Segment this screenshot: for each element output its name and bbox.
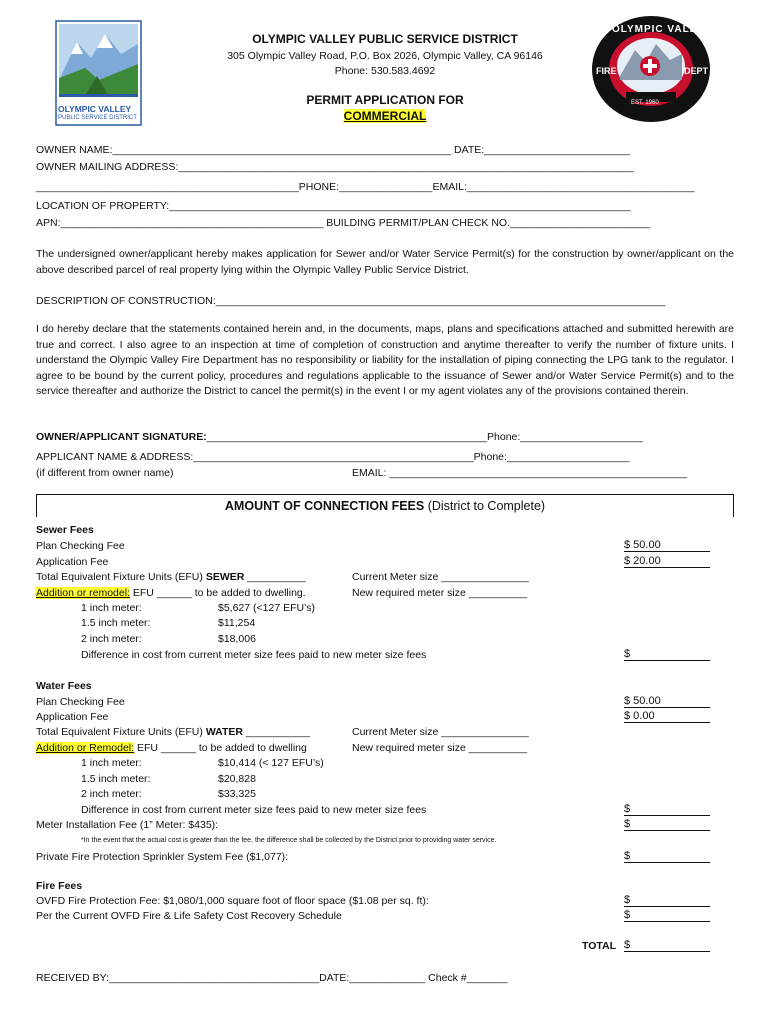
signature-line[interactable]: ________________________________________________Phone:_____________________ [206,431,643,443]
sewer-addition-label: Addition or remodel: [36,587,130,599]
total-label: TOTAL [582,940,617,952]
sewer-difference: Difference in cost from current meter size fees paid to new meter size fees [81,649,427,661]
sewer-difference-amount[interactable]: $ [624,648,710,661]
fire-heading: Fire Fees [36,880,83,892]
total-amount[interactable]: $ [624,939,710,952]
water-efu-blank[interactable]: ___________ [245,726,311,738]
fire-protection-amount[interactable]: $ [624,894,710,907]
apn-field[interactable]: APN:_____________________________________________ BUILDING PERMIT/PLAN CHECK NO.________________________ [36,217,651,229]
sewer-meter-15-label: 1.5 inch meter: [81,617,151,629]
water-difference: Difference in cost from current meter size fees paid to new meter size fees [81,804,427,816]
sewer-efu-blank[interactable]: __________ [247,571,306,583]
water-application: Application Fee [36,711,109,723]
form-subtitle-wrap [180,109,590,123]
water-meter-2-value: $33,325 [218,788,256,800]
water-addition-label: Addition or Remodel: [36,742,135,754]
meter-install-fee: Meter Installation Fee (1” Meter: $435): [36,819,219,831]
badge-left-text: FIRE [596,66,617,76]
logo-left-subname: PUBLIC SERVICE DISTRICT [58,115,137,121]
org-address: 305 Olympic Valley Road, P.O. Box 2026, Olympic Valley, CA 96146 [227,50,543,62]
sewer-meter-1-value: $5,627 (<127 EFU’s) [218,602,315,614]
water-new-meter[interactable]: New required meter size __________ [352,742,528,754]
sewer-efu-label: Total Equivalent Fixture Units (EFU) [36,571,203,583]
water-efu-row[interactable] [36,726,310,738]
meter-install-amount[interactable]: $ [624,818,710,831]
declaration-paragraph: I do hereby declare that the statements contained herein and, in the documents, maps, plans and specifications attached and submitted herewith are true and correct. I also agree to an inspection at time of completion of construction and anytime thereafter to verify the number of fixture units. I understand the Olympic Valley Fire Department has no responsibility or liability for the installation of piping connecting the LPG tank to the regulator. I agree to be bound by the current policy, procedures and regulations applicable to the issuance of Sewer and/or Water Service Permit(s) and to the service thereafter and authorize the District to cancel the permit(s) in the event I or my agent violates any of the provisions contained therein. [36,323,734,398]
fire-protection-fee: OVFD Fire Protection Fee: $1,080/1,000 square foot of floor space ($1.08 per sq. ft): [36,895,429,907]
water-difference-amount[interactable]: $ [624,803,710,816]
if-different-note: (if different from owner name) [36,467,174,479]
badge-top-text: OLYMPIC VALLEY [612,24,713,35]
fees-box-border [36,494,734,495]
water-plan-check: Plan Checking Fee [36,696,125,708]
water-meter-15-value: $20,828 [218,773,256,785]
water-footnote: *In the event that the actual cost is greater than the fee, the difference shall be collected by the District prior to providing water service. [81,837,497,844]
water-heading: Water Fees [36,680,92,692]
fire-recovery-schedule: Per the Current OVFD Fire & Life Safety Cost Recovery Schedule [36,910,342,922]
sewer-heading: Sewer Fees [36,524,94,536]
received-by-row[interactable]: RECEIVED BY:____________________________________DATE:_____________ Check #_______ [36,972,508,984]
logo-left-name: OLYMPIC VALLEY [58,104,132,114]
sewer-efu-bold: SEWER [205,571,245,583]
sewer-plan-check: Plan Checking Fee [36,540,125,552]
org-name: OLYMPIC VALLEY PUBLIC SERVICE DISTRICT [252,32,518,46]
water-plan-check-amount[interactable]: $ 50.00 [624,695,710,708]
signature-row[interactable] [36,431,643,443]
sewer-addition-text[interactable]: EFU ______ to be added to dwelling. [129,587,306,599]
water-efu-label: Total Equivalent Fixture Units (EFU) [36,726,203,738]
badge-right-text: DEPT [684,66,709,76]
water-meter-2-label: 2 inch meter: [81,788,142,800]
sewer-application: Application Fee [36,556,109,568]
sewer-meter-1-label: 1 inch meter: [81,602,142,614]
sewer-current-meter[interactable]: Current Meter size _______________ [352,571,529,583]
water-addition-row[interactable] [36,742,307,754]
applicant-email-field[interactable]: EMAIL: ___________________________________________________ [352,467,688,479]
water-addition-text[interactable]: EFU ______ to be added to dwelling [134,742,307,754]
location-field[interactable]: LOCATION OF PROPERTY:_______________________________________________________________________________ [36,200,631,212]
water-application-amount[interactable]: $ 0.00 [624,710,710,723]
org-phone: Phone: 530.583.4692 [334,65,436,77]
sewer-efu-row[interactable] [36,571,306,583]
water-meter-15-label: 1.5 inch meter: [81,773,151,785]
sewer-meter-2-value: $18,006 [218,633,256,645]
sewer-new-meter[interactable]: New required meter size __________ [352,587,528,599]
fees-header [36,499,734,513]
owner-mailing-field[interactable]: OWNER MAILING ADDRESS:______________________________________________________________________________ [36,161,634,173]
signature-label: OWNER/APPLICANT SIGNATURE: [36,431,207,443]
badge-est-text: EST. 1960 [631,100,659,106]
sewer-meter-15-value: $11,254 [218,617,256,629]
sewer-plan-check-amount[interactable]: $ 50.00 [624,539,710,552]
description-field[interactable]: DESCRIPTION OF CONSTRUCTION:_____________________________________________________________________________ [36,295,666,307]
form-subtitle: COMMERCIAL [343,109,427,123]
fees-header-normal: (District to Complete) [424,499,546,513]
sewer-meter-2-label: 2 inch meter: [81,633,142,645]
water-meter-1-value: $10,414 (< 127 EFU’s) [218,757,324,769]
water-meter-1-label: 1 inch meter: [81,757,142,769]
applicant-name-field[interactable]: APPLICANT NAME & ADDRESS:________________________________________________Phone:_____________________ [36,451,630,463]
fire-recovery-amount[interactable]: $ [624,909,710,922]
fees-header-bold: AMOUNT OF CONNECTION FEES [224,499,425,513]
sprinkler-fee: Private Fire Protection Sprinkler System Fee ($1,077): [36,851,289,863]
phone-email-field[interactable]: _____________________________________________PHONE:________________EMAIL:_______________________________________ [36,181,695,193]
water-current-meter[interactable]: Current Meter size _______________ [352,726,529,738]
form-title: PERMIT APPLICATION FOR [306,93,464,107]
water-efu-bold: WATER [205,726,243,738]
sprinkler-amount[interactable]: $ [624,850,710,863]
sewer-application-amount[interactable]: $ 20.00 [624,555,710,568]
intro-paragraph: The undersigned owner/applicant hereby makes application for Sewer and/or Water Service Permit(s) for the construction by owner/applicant on the above described parcel of real property lying within the Olympic Valley Public Service District. [36,248,734,276]
owner-name-field[interactable]: OWNER NAME:__________________________________________________________ DATE:_________________________ [36,144,631,156]
sewer-addition-row[interactable] [36,587,306,599]
